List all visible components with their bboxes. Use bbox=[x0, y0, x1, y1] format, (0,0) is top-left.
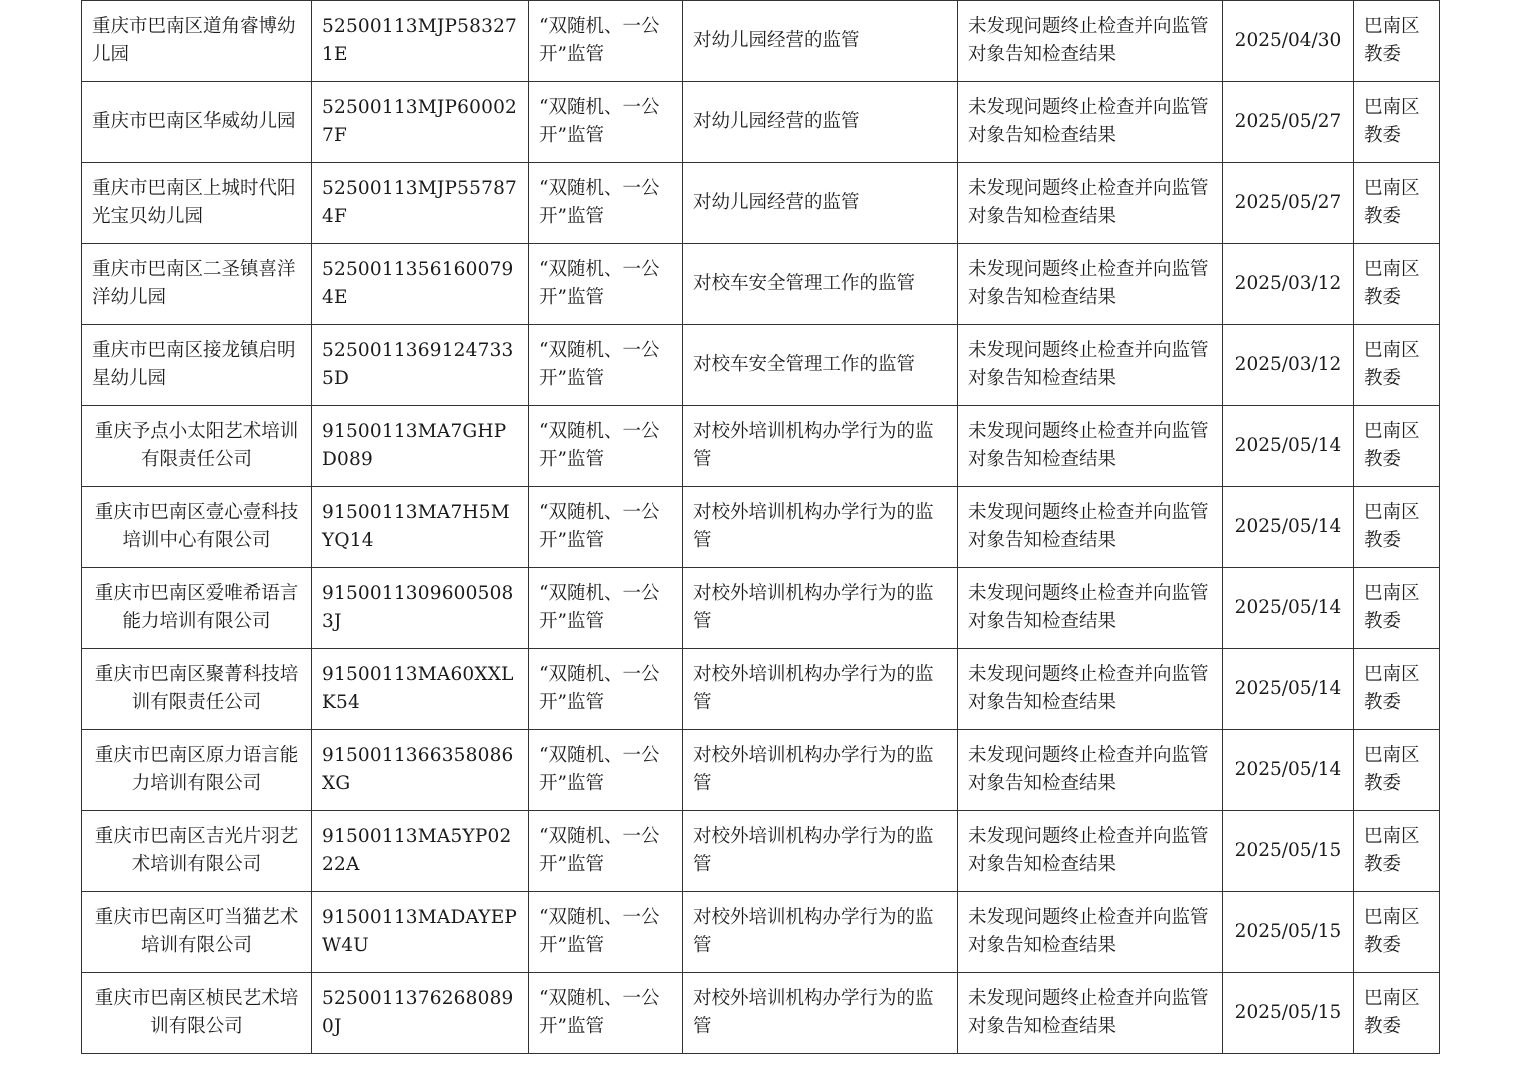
entity-name-cell: 重庆市巴南区道角睿博幼儿园 bbox=[82, 1, 312, 82]
table-row bbox=[82, 892, 1440, 973]
credit-code-cell: 9150011366358086XG bbox=[312, 730, 529, 811]
inspection-item-cell: 对幼儿园经营的监管 bbox=[683, 163, 958, 244]
table-body bbox=[82, 1, 1440, 1054]
department-cell: 巴南区教委 bbox=[1354, 82, 1440, 163]
supervision-method-cell: “双随机、一公开”监管 bbox=[529, 406, 683, 487]
entity-name-cell: 重庆市巴南区接龙镇启明星幼儿园 bbox=[82, 325, 312, 406]
department-cell: 巴南区教委 bbox=[1354, 244, 1440, 325]
inspection-date-cell: 2025/05/15 bbox=[1223, 811, 1354, 892]
inspection-result-cell: 未发现问题终止检查并向监管对象告知检查结果 bbox=[958, 82, 1223, 163]
entity-name-cell: 重庆予点小太阳艺术培训有限责任公司 bbox=[82, 406, 312, 487]
department-cell: 巴南区教委 bbox=[1354, 892, 1440, 973]
entity-name-cell: 重庆市巴南区原力语言能力培训有限公司 bbox=[82, 730, 312, 811]
inspection-date-cell: 2025/05/27 bbox=[1223, 163, 1354, 244]
supervision-method-cell: “双随机、一公开”监管 bbox=[529, 163, 683, 244]
entity-name-cell: 重庆市巴南区聚菁科技培训有限责任公司 bbox=[82, 649, 312, 730]
department-cell: 巴南区教委 bbox=[1354, 325, 1440, 406]
entity-name-cell: 重庆市巴南区壹心壹科技培训中心有限公司 bbox=[82, 487, 312, 568]
supervision-method-cell: “双随机、一公开”监管 bbox=[529, 811, 683, 892]
table-row bbox=[82, 487, 1440, 568]
supervision-method-cell: “双随机、一公开”监管 bbox=[529, 487, 683, 568]
credit-code-cell: 52500113MJP557874F bbox=[312, 163, 529, 244]
department-cell: 巴南区教委 bbox=[1354, 649, 1440, 730]
inspection-date-cell: 2025/03/12 bbox=[1223, 244, 1354, 325]
department-cell: 巴南区教委 bbox=[1354, 973, 1440, 1054]
inspection-date-cell: 2025/04/30 bbox=[1223, 1, 1354, 82]
table-row bbox=[82, 649, 1440, 730]
department-cell: 巴南区教委 bbox=[1354, 406, 1440, 487]
supervision-method-cell: “双随机、一公开”监管 bbox=[529, 1, 683, 82]
inspection-item-cell: 对校外培训机构办学行为的监管 bbox=[683, 892, 958, 973]
inspection-date-cell: 2025/05/15 bbox=[1223, 892, 1354, 973]
inspection-item-cell: 对校外培训机构办学行为的监管 bbox=[683, 568, 958, 649]
supervision-method-cell: “双随机、一公开”监管 bbox=[529, 892, 683, 973]
inspection-item-cell: 对校外培训机构办学行为的监管 bbox=[683, 811, 958, 892]
inspection-result-cell: 未发现问题终止检查并向监管对象告知检查结果 bbox=[958, 568, 1223, 649]
supervision-method-cell: “双随机、一公开”监管 bbox=[529, 244, 683, 325]
table-row bbox=[82, 973, 1440, 1054]
inspection-item-cell: 对校外培训机构办学行为的监管 bbox=[683, 406, 958, 487]
entity-name-cell: 重庆市巴南区叮当猫艺术培训有限公司 bbox=[82, 892, 312, 973]
entity-name-cell: 重庆市巴南区桢民艺术培训有限公司 bbox=[82, 973, 312, 1054]
inspection-result-cell: 未发现问题终止检查并向监管对象告知检查结果 bbox=[958, 973, 1223, 1054]
supervision-method-cell: “双随机、一公开”监管 bbox=[529, 973, 683, 1054]
table-row bbox=[82, 163, 1440, 244]
entity-name-cell: 重庆市巴南区爱唯希语言能力培训有限公司 bbox=[82, 568, 312, 649]
entity-name-cell: 重庆市巴南区华威幼儿园 bbox=[82, 82, 312, 163]
table-row bbox=[82, 1, 1440, 82]
credit-code-cell: 52500113762680890J bbox=[312, 973, 529, 1054]
table-row bbox=[82, 406, 1440, 487]
table-row bbox=[82, 244, 1440, 325]
inspection-item-cell: 对幼儿园经营的监管 bbox=[683, 82, 958, 163]
supervision-method-cell: “双随机、一公开”监管 bbox=[529, 730, 683, 811]
table-row bbox=[82, 730, 1440, 811]
table-row bbox=[82, 568, 1440, 649]
supervision-method-cell: “双随机、一公开”监管 bbox=[529, 568, 683, 649]
department-cell: 巴南区教委 bbox=[1354, 568, 1440, 649]
inspection-date-cell: 2025/05/14 bbox=[1223, 487, 1354, 568]
table-row bbox=[82, 811, 1440, 892]
credit-code-cell: 91500113MA5YP0222A bbox=[312, 811, 529, 892]
credit-code-cell: 91500113MA7H5MYQ14 bbox=[312, 487, 529, 568]
inspection-item-cell: 对幼儿园经营的监管 bbox=[683, 1, 958, 82]
inspection-result-cell: 未发现问题终止检查并向监管对象告知检查结果 bbox=[958, 1, 1223, 82]
inspection-result-cell: 未发现问题终止检查并向监管对象告知检查结果 bbox=[958, 325, 1223, 406]
inspection-records-table bbox=[81, 0, 1440, 1054]
table-row bbox=[82, 82, 1440, 163]
inspection-result-cell: 未发现问题终止检查并向监管对象告知检查结果 bbox=[958, 649, 1223, 730]
department-cell: 巴南区教委 bbox=[1354, 811, 1440, 892]
supervision-method-cell: “双随机、一公开”监管 bbox=[529, 82, 683, 163]
credit-code-cell: 91500113MA60XXLK54 bbox=[312, 649, 529, 730]
inspection-result-cell: 未发现问题终止检查并向监管对象告知检查结果 bbox=[958, 730, 1223, 811]
department-cell: 巴南区教委 bbox=[1354, 730, 1440, 811]
inspection-result-cell: 未发现问题终止检查并向监管对象告知检查结果 bbox=[958, 487, 1223, 568]
department-cell: 巴南区教委 bbox=[1354, 1, 1440, 82]
inspection-item-cell: 对校外培训机构办学行为的监管 bbox=[683, 973, 958, 1054]
inspection-date-cell: 2025/05/15 bbox=[1223, 973, 1354, 1054]
inspection-date-cell: 2025/05/27 bbox=[1223, 82, 1354, 163]
inspection-item-cell: 对校车安全管理工作的监管 bbox=[683, 325, 958, 406]
credit-code-cell: 91500113MADAYEPW4U bbox=[312, 892, 529, 973]
inspection-date-cell: 2025/05/14 bbox=[1223, 649, 1354, 730]
inspection-date-cell: 2025/03/12 bbox=[1223, 325, 1354, 406]
supervision-method-cell: “双随机、一公开”监管 bbox=[529, 649, 683, 730]
credit-code-cell: 52500113MJP600027F bbox=[312, 82, 529, 163]
inspection-result-cell: 未发现问题终止检查并向监管对象告知检查结果 bbox=[958, 406, 1223, 487]
entity-name-cell: 重庆市巴南区二圣镇喜洋洋幼儿园 bbox=[82, 244, 312, 325]
inspection-result-cell: 未发现问题终止检查并向监管对象告知检查结果 bbox=[958, 244, 1223, 325]
entity-name-cell: 重庆市巴南区吉光片羽艺术培训有限公司 bbox=[82, 811, 312, 892]
table-row bbox=[82, 325, 1440, 406]
inspection-item-cell: 对校外培训机构办学行为的监管 bbox=[683, 730, 958, 811]
credit-code-cell: 91500113MA7GHPD089 bbox=[312, 406, 529, 487]
inspection-result-cell: 未发现问题终止检查并向监管对象告知检查结果 bbox=[958, 811, 1223, 892]
inspection-item-cell: 对校车安全管理工作的监管 bbox=[683, 244, 958, 325]
inspection-result-cell: 未发现问题终止检查并向监管对象告知检查结果 bbox=[958, 163, 1223, 244]
inspection-date-cell: 2025/05/14 bbox=[1223, 568, 1354, 649]
supervision-method-cell: “双随机、一公开”监管 bbox=[529, 325, 683, 406]
credit-code-cell: 52500113MJP583271E bbox=[312, 1, 529, 82]
inspection-date-cell: 2025/05/14 bbox=[1223, 406, 1354, 487]
inspection-item-cell: 对校外培训机构办学行为的监管 bbox=[683, 649, 958, 730]
department-cell: 巴南区教委 bbox=[1354, 487, 1440, 568]
inspection-item-cell: 对校外培训机构办学行为的监管 bbox=[683, 487, 958, 568]
department-cell: 巴南区教委 bbox=[1354, 163, 1440, 244]
entity-name-cell: 重庆市巴南区上城时代阳光宝贝幼儿园 bbox=[82, 163, 312, 244]
credit-code-cell: 52500113561600794E bbox=[312, 244, 529, 325]
credit-code-cell: 91500113096005083J bbox=[312, 568, 529, 649]
inspection-result-cell: 未发现问题终止检查并向监管对象告知检查结果 bbox=[958, 892, 1223, 973]
inspection-date-cell: 2025/05/14 bbox=[1223, 730, 1354, 811]
credit-code-cell: 52500113691247335D bbox=[312, 325, 529, 406]
